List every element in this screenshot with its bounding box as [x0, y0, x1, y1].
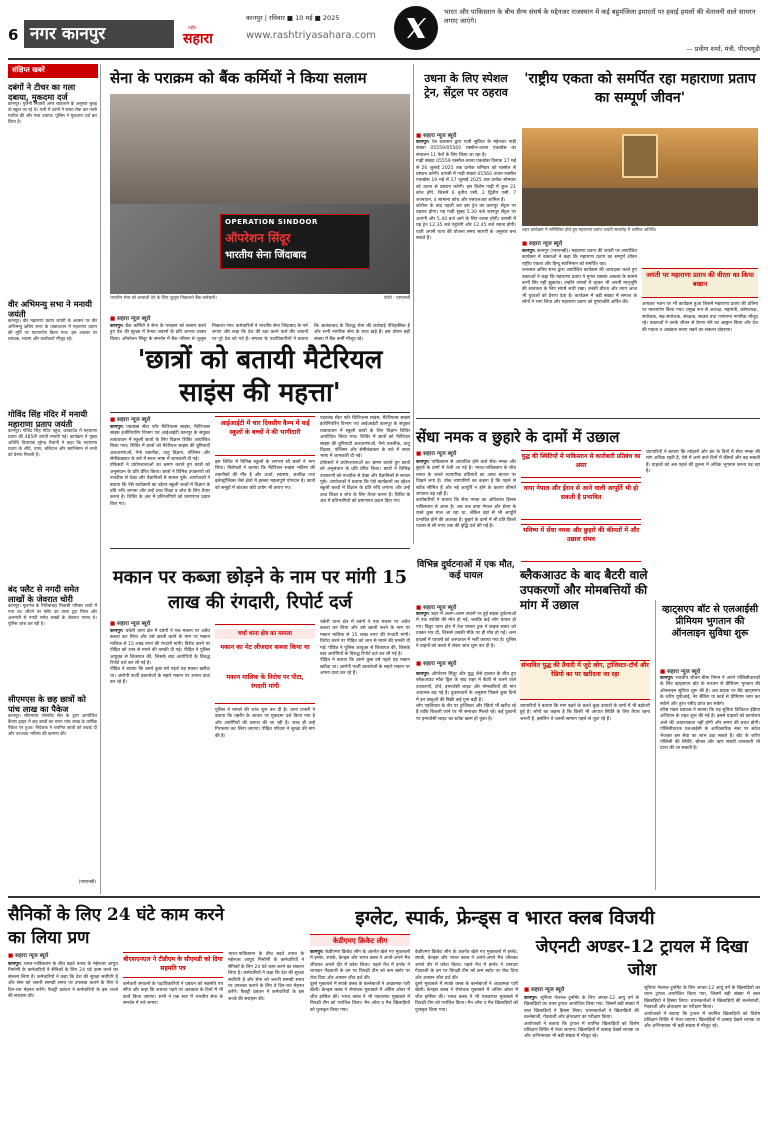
students-headline: 'छात्रों को बतायी मैटेरियल साइंस की महत्ता'	[137, 345, 383, 408]
whatsapp-text-content: भारतीय जीवन बीमा निगम ने अपने पॉलिसीधारकों के लिए व्हाट्सएप बॉट के माध्यम से प्रीमियम भुगतान की ऑनलाइन सुविधा शुरू की है। अब ग्राहक घर बैठे व्हाट्सएप के जरिए यूपीआई, नेट बैंकिंग या कार्ड से प्रीमियम जमा कर सकेंगे और तुरंत रसीद प्राप्त कर सकेंगे। वरिष्ठ मंडल प्रबंधक ने बताया कि यह सुविधा डिजिटल इंडिया अभियान के तहत शुरू की गई है। इससे ग्राहकों को कार्यालय आने की आवश्यकता नहीं होगी और समय की बचत होगी। पॉलिसीधारक एलआईसी के आधिकारिक नंबर पर संदेश भेजकर इस सेवा का लाभ उठा सकते हैं। बॉट के जरिए पॉलिसी की स्थिति, बोनस और ऋण संबंधी जानकारी भी प्राप्त की जा सकती है।	[660, 676, 760, 752]
pratap-text	[522, 249, 637, 399]
dateline-city: कानपुर।	[660, 676, 674, 681]
dateline-city: कानपुर।	[522, 249, 536, 254]
blackout-text-2: व्यापारियों ने बताया कि मांग बढ़ने के चलते कुछ उत्पादों के दामों में भी बढ़ोतरी हुई है। लोगों का कहना है कि किसी भी आपात स्थिति के लिए तैयार रहना जरूरी है, इसलिए वे जरूरी सामान पहले से जुटा रहे हैं।	[520, 704, 652, 722]
brief-text: कानपुर। वीर महाराणा प्रताप जयंती के अवसर पर वीर अभिमन्यु क्षत्रिय सभा के तत्वावधान में महाराणा प्रताप की मूर्ति पर माल्यार्पण किया गया। इस अवसर पर प्रबंधक, सदस्य और कार्यकर्ता मौजूद रहे।	[8, 319, 99, 343]
makan-text-2: पुलिस ने मामले की जांच शुरू कर दी है। थाना प्रभारी ने बताया कि तहरीर के आधार पर मुकदमा दर्ज किया गया है और आरोपियों की तलाश की जा रही है। जल्द ही उन्हें गिरफ्तार कर लिया जाएगा। पीड़ित परिवार ने सुरक्षा की मांग की है।	[215, 708, 317, 739]
brief-text: कानपुर। मूलगंज के गिरीबाबाद निवासी परिवार शादी में गया था। लौटने पर फ्लैट का ताला टूटा मिला और अलमारी से नगदी समेत लाखों के जेवरात गायब थे। पुलिस जांच कर रही है।	[8, 604, 99, 628]
junior-headline: जेएनटी अण्डर-12 ट्रायल में दिखा जोश	[535, 937, 749, 980]
dateline-city: कानपुर।	[110, 425, 124, 430]
dateline-city: कानपुर।	[416, 140, 430, 145]
byline: ■ सहारा न्यूज ब्यूरो	[416, 132, 516, 140]
blackout-text-content: ऑपरेशन सिंदूर और युद्ध जैसे हालात के बीच हुए ब्लैकआउट मॉक ड्रिल के बाद शहर में बैटरी से चलने वाले उपकरणों, टॉर्च, इमरजेंसी लाइट और मोमबत्तियों की मांग अचानक बढ़ गई है। दुकानदारों के अनुसार पिछले कुछ दिनों में इन वस्तुओं की बिक्री कई गुना बढ़ी है। लोग एहतियात के तौर पर ट्रांजिस्टर और रेडियो भी खरीद रहे हैं ताकि बिजली जाने पर भी समाचार मिलते रहें। कई दुकानों पर इमरजेंसी लाइट का स्टॉक खत्म हो चुका है।	[416, 672, 516, 722]
byline: ■ सहारा न्यूज ब्यूरो	[660, 668, 760, 676]
saindha-pulls	[521, 450, 641, 570]
dateline-city: कानपुर।	[110, 324, 124, 329]
pratap-photo	[522, 128, 758, 226]
students-box	[215, 416, 315, 456]
byline: ■ सहारा न्यूज ब्यूरो	[522, 240, 637, 248]
junior-text-2: जूनियर नेशनल टूर्नामेंट के लिए अण्डर-12 आयु वर्ग के खिलाड़ियों का चयन ट्रायल आयोजित किया गया, जिसमें बड़ी संख्या में बाल खिलाड़ियों ने हिस्सा लिया। चयनकर्ताओं ने खिलाड़ियों की बल्लेबाजी, गेंदबाजी और क्षेत्ररक्षण का परीक्षण किया। आयोजकों ने बताया कि ट्रायल में चयनित खिलाड़ियों को विशेष प्रशिक्षण शिविर में भेजा जाएगा। खिलाड़ियों में उत्साह देखने लायक था और अभिभावक भी बड़ी संख्या में मौजूद रहे।	[644, 986, 760, 1030]
junior-text-content: जूनियर नेशनल टूर्नामेंट के लिए अण्डर-12 आयु वर्ग के खिलाड़ियों का चयन ट्रायल आयोजित किया गया, जिसमें बड़ी संख्या में बाल खिलाड़ियों ने हिस्सा लिया। चयनकर्ताओं ने खिलाड़ियों की बल्लेबाजी, गेंदबाजी और क्षेत्ररक्षण का परीक्षण किया। आयोजकों ने बताया कि ट्रायल में चयनित खिलाड़ियों को विशेष प्रशिक्षण शिविर में भेजा जाएगा। खिलाड़ियों में उत्साह देखने लायक था और अभिभावक भी बड़ी संख्या में मौजूद रहे।	[524, 996, 639, 1040]
dateline: कानपुर | रविवार ■ 10 मई ■ 2025	[246, 14, 340, 22]
brief-item-1	[8, 82, 97, 222]
bottom-rule	[8, 896, 760, 898]
makan-rule	[110, 548, 410, 549]
train-text	[416, 140, 516, 360]
students-box-text: आईआईटी में चार दिवसीय कैम्प में कई स्कूलों के बच्चों ने की भागीदारी	[220, 420, 310, 436]
byline: ■ सहारा न्यूज ब्यूरो	[110, 315, 170, 323]
crowd-shape	[110, 94, 410, 204]
pratap-text-2: आयकर भवन पर भी कार्यक्रम हुआ जिसमें महाराणा प्रताप की प्रतिमा पर माल्यार्पण किया गया। प्रमुख रूप से अध्यक्ष, महामंत्री, कोषाध्यक्ष, संयोजक, सह-संयोजक, संरक्षक, सदस्य तथा गणमान्य नागरिक मौजूद रहे। वक्ताओं ने उनके जीवन से प्रेरणा लेने का आह्वान किया और देश की एकता व अखंडता बनाए रखने का संकल्प दोहराया।	[642, 302, 760, 333]
dateline-city: कानपुर।	[524, 996, 538, 1001]
army-headline: सैनिकों के लिए 24 घंटे काम करने का लिया प्रण	[8, 905, 225, 948]
students-text-2: इस शिविर में विभिन्न स्कूलों के लगभग सौ छात्रों ने भाग लिया। विशेषज्ञों ने बताया कि मैटेरियल साइंस भविष्य की तकनीकों की नींव है और ऊर्जा, स्वास्थ्य, अंतरिक्ष तथा इलेक्ट्रॉनिक्स जैसे क्षेत्रों में इसका महत्वपूर्ण योगदान है। छात्रों को समूहों में बांटकर छोटे प्रयोग भी कराए गए।	[215, 460, 317, 491]
makan-box-2: मकान का मेट लीजदार कब्जा किया था	[220, 644, 310, 651]
train-text-content: रेल प्रशासन द्वारा यात्री सुविधा के मद्देनजर गाड़ी संख्या 05559/05560 रक्सौल-उधना एकस्प्रेस का संचालन 11 फेरों के लिए किया जा रहा है। गाड़ी संख्या 05559 रक्सौल-उधना एकस्प्रेस दिनांक 17 मई से 26 जुलाई 2025 तक प्रत्येक शनिवार को रक्सौल से प्रस्थान करेगी। वापसी में गाड़ी संख्या 05560 उधना-रक्सौल एकस्प्रेस 19 मई से 27 जुलाई 2025 तक प्रत्येक सोमवार को उधना से प्रस्थान करेगी। इस विशेष गाड़ी में कुल 21 कोच होंगे, जिसमें 6 तृतीय एसी, 2 द्वितीय एसी, 7 शयनयान, 4 सामान्य कोच और एसएलआर शामिल हैं। कोरोना के बाद पहली बार इस ट्रेन का कानपुर सेंट्रल पर ठहराव होगा। यह गाड़ी सुबह 5.30 बजे कानपुर सेंट्रल पर आएगी और 5.40 बजे आगे के लिए रवाना होगी। वापसी में यह ट्रेन 12.35 बजे पहुंचेगी और 12.45 बजे रवाना होगी। यात्री अपनी यात्रा की योजना समय सारणी के अनुसार बना सकते हैं।	[416, 140, 516, 242]
students-text-content: एडवांस्ड सेंटर फॉर मैटेरियल्स साइंस, मैटेरियल्स साइंस इंजीनियरिंग विभाग एवं आईआईटी कानपुर के संयुक्त तत्वावधान में स्कूली छात्रों के लिए विज्ञान शिविर आयोजित किया गया। शिविर में छात्रों को मैटेरियल साइंस की बुनियादी अवधारणाओं, नैनो तकनीक, धातु विज्ञान, पॉलिमर और सेमीकंडक्टर के बारे में सरल भाषा में जानकारी दी गई। प्रोफेसरों ने प्रयोगशालाओं का भ्रमण कराते हुए छात्रों को अनुसंधान के प्रति प्रेरित किया। छात्रों ने विभिन्न उपकरणों को नजदीक से देखा और वैज्ञानिकों से सवाल पूछे। आयोजकों ने बताया कि ऐसे कार्यक्रमों का उद्देश्य स्कूली बच्चों में विज्ञान के प्रति रुचि जगाना और उन्हें उच्च शिक्षा व शोध के लिए तैयार करना है। शिविर के अंत में प्रतिभागियों को प्रमाणपत्र प्रदान किए गए।	[110, 425, 211, 507]
army-box: बीएसएनएल ने टीडीएम के सीएमडी को दिया सहमति पत्र	[123, 952, 223, 978]
lead-photo-credit: फोटो : एसएनबी	[383, 296, 410, 301]
saindha-headline: सेंधा नमक व छुहारे के दामों में उछाल	[416, 428, 620, 446]
cricket-kdma-box	[310, 934, 410, 946]
banner-sub: भारतीय सेना जिंदाबाद	[225, 250, 307, 261]
dateline-city: कानपुर।	[416, 612, 430, 617]
brief-text: कानपुर। गुजैनी निवासी अमर चावलाने के अनुसार सुबह वो स्कूल जा रहे थे। गली में दबंगों ने रास्ता रोक कर गाली गलौज की और गला दबाया। पुलिस ने मुकदमा दर्ज कर लिया है।	[8, 102, 99, 126]
cricket-text-content: केडीएमए क्रिकेट लीग के अंतर्गत खेले गए मुकाबलों में इग्लेट, स्पार्क, फ्रेन्ड्स और भारत क्लब ने अपने-अपने मैच जीतकर अगले दौर में प्रवेश किया। पहले मैच में इग्लेट ने शानदार गेंदबाजी के दम पर विपक्षी टीम को कम स्कोर पर रोक दिया और आसान जीत दर्ज की। दूसरे मुकाबले में स्पार्क क्लब के बल्लेबाजों ने आक्रामक पारी खेली। फ्रेन्ड्स क्लब ने रोमांचक मुकाबले में अंतिम ओवर में जीत हासिल की। भारत क्लब ने भी एकतरफा मुकाबले में विपक्षी टीम को पराजित किया। मैन ऑफ द मैच खिलाड़ियों को पुरस्कृत किया गया।	[310, 950, 410, 1013]
x-logo-icon	[394, 6, 438, 50]
students-body	[110, 416, 410, 544]
banner-main: ऑपरेशन सिंदूर	[225, 231, 291, 245]
byline: ■ सहारा न्यूज ब्यूरो	[110, 416, 200, 424]
byline: ■ सहारा न्यूज ब्यूरो	[110, 620, 200, 628]
makan-box-3: मकान मालिक के विरोध पर पीटा, रंगदारी मांगी	[226, 674, 304, 690]
byline: ■ सहारा न्यूज ब्यूरो	[416, 604, 516, 612]
byline: ■ सहारा न्यूज ब्यूरो	[416, 660, 516, 668]
lead-photo	[110, 94, 410, 294]
brief-item-4	[8, 584, 97, 694]
pratap-pull-text: जयंती पर महाराणा प्रताप की वीरता का किया बखान	[646, 271, 754, 288]
pratap-pull	[642, 268, 758, 298]
junior-body	[524, 986, 760, 1124]
col-divider	[413, 64, 414, 544]
site-url: www.rashtriyasahara.com	[246, 30, 377, 41]
city-title-box	[24, 20, 174, 48]
brief-text: कानपुर। सीएमएस प्लेसमेंट सेल के द्वारा आयोजित कैंपस ड्राइव में छह छात्रों का चयन पांच लाख के वार्षिक पैकेज पर हुआ। निदेशक ने चयनित छात्रों को बधाई दी और उज्ज्वल भविष्य की कामना की।	[8, 714, 99, 738]
cricket-kdma: केडीएमए क्रिकेट लीग	[332, 937, 388, 945]
masthead-rule	[8, 58, 760, 60]
dateline-city: कानपुर।	[310, 950, 324, 955]
col-divider-2	[655, 600, 656, 890]
makan-box-1: चर्चा थाना क्षेत्र का मामला	[215, 629, 315, 639]
drone-headline: विभिन्न दुर्घटनाओं में एक मौत, कई घायल	[416, 560, 516, 581]
saindha-byline	[416, 450, 516, 460]
lead-caption: भारतीय सेना को शाबाशी देने के लिए जुलूस निकालते बैंक कर्मचारी।	[110, 296, 217, 301]
page-number: 6	[8, 26, 19, 44]
saindha-pull-1: युद्ध की स्थितियों में पाकिस्तान से कारोबारी प्रतिबंध का असर	[521, 450, 641, 478]
blackout-body	[416, 672, 652, 890]
makan-text-3: चकेरी थाना क्षेत्र में दबंगों ने एक मकान पर अवैध कब्जा कर लिया और उसे खाली करने के नाम पर मकान मालिक से 15 लाख रुपए की रंगदारी मांगी। विरोध करने पर पीड़ित को जान से मारने की धमकी दी गई। पीड़ित ने पुलिस आयुक्त से शिकायत की, जिसके बाद आरोपियों के विरुद्ध रिपोर्ट दर्ज कर ली गई है। पीड़ित ने बताया कि उसने कुछ वर्ष पहले यह मकान खरीदा था। आरोपी फर्जी दस्तावेजों के सहारे मकान पर अपना दावा कर रहे हैं।	[320, 620, 410, 677]
x-quote: भारत और पाकिस्तान के बीच सैन्य संघर्ष के मद्देनजर राजस्थान में कई बहुमंजिला इमारतों पर हवाई हमलों की चेतावनी वाले सायरन लगाए जाएंगे।	[444, 8, 756, 25]
brief-author-tag: (एसएनबी)	[78, 880, 96, 885]
cricket-text-2: केडीएमए क्रिकेट लीग के अंतर्गत खेले गए मुकाबलों में इग्लेट, स्पार्क, फ्रेन्ड्स और भारत क्लब ने अपने-अपने मैच जीतकर अगले दौर में प्रवेश किया। पहले मैच में इग्लेट ने शानदार गेंदबाजी के दम पर विपक्षी टीम को कम स्कोर पर रोक दिया और आसान जीत दर्ज की। दूसरे मुकाबले में स्पार्क क्लब के बल्लेबाजों ने आक्रामक पारी खेली। फ्रेन्ड्स क्लब ने रोमांचक मुकाबले में अंतिम ओवर में जीत हासिल की। भारत क्लब ने भी एकतरफा मुकाबले में विपक्षी टीम को पराजित किया। मैन ऑफ द मैच खिलाड़ियों को पुरस्कृत किया गया।	[415, 950, 518, 1013]
drone-body	[416, 604, 516, 656]
makan-body	[110, 620, 410, 830]
cricket-body	[310, 950, 518, 1124]
city-title: नगर कानपुर	[30, 24, 106, 44]
brief-item-3	[8, 409, 97, 569]
army-text-content: भारत-पाकिस्तान के बीच बढ़ते तनाव के मद्देनजर आयुध निर्माणी के कर्मचारियों ने सैनिकों के लिए 24 घंटे काम करने का संकल्प लिया है। कर्मचारियों ने कहा कि देश की सुरक्षा सर्वोपरि है और सेना को जरूरी सामग्री समय पर उपलब्ध कराने के लिए वे दिन-रात मेहनत करेंगे। फैक्ट्री प्रबंधन ने कर्मचारियों के इस जज्बे की सराहना की।	[8, 962, 120, 1000]
drone-text-content: शहर में अलग-अलग स्थानों पर हुई सड़क दुर्घटनाओं में एक व्यक्ति की मौत हो गई, जबकि कई लोग घायल हो गए। बिठूर थाना क्षेत्र में तेज रफ्तार ट्रक ने बाइक सवार को टक्कर मार दी, जिससे उसकी मौके पर ही मौत हो गई। अन्य हादसों में घायलों को अस्पताल में भर्ती कराया गया है। पुलिस ने वाहनों को कब्जे में लेकर जांच शुरू कर दी है।	[416, 612, 518, 650]
saindha-rule	[416, 418, 760, 419]
brief-item-5	[8, 694, 97, 884]
byline: ■ सहारा न्यूज ब्यूरो	[416, 450, 516, 458]
stage-shape	[522, 188, 758, 226]
army-body	[8, 952, 304, 1124]
makan-box	[215, 624, 315, 704]
cricket-headline: इग्लेट, स्पार्क, फ्रेन्ड्स व भारत क्लब विजयी	[355, 907, 655, 929]
brief-title: दबंगों ने टीचर का गला दबाया, मुकदमा दर्ज	[8, 82, 76, 102]
students-text-3: एडवांस्ड सेंटर फॉर मैटेरियल्स साइंस, मैटेरियल्स साइंस इंजीनियरिंग विभाग एवं आईआईटी कानपुर के संयुक्त तत्वावधान में स्कूली छात्रों के लिए विज्ञान शिविर आयोजित किया गया। शिविर में छात्रों को मैटेरियल साइंस की बुनियादी अवधारणाओं, नैनो तकनीक, धातु विज्ञान, पॉलिमर और सेमीकंडक्टर के बारे में सरल भाषा में जानकारी दी गई। प्रोफेसरों ने प्रयोगशालाओं का भ्रमण कराते हुए छात्रों को अनुसंधान के प्रति प्रेरित किया। छात्रों ने विभिन्न उपकरणों को नजदीक से देखा और वैज्ञानिकों से सवाल पूछे। आयोजकों ने बताया कि ऐसे कार्यक्रमों का उद्देश्य स्कूली बच्चों में विज्ञान के प्रति रुचि जगाना और उन्हें उच्च शिक्षा व शोध के लिए तैयार करना है। शिविर के अंत में प्रतिभागियों को प्रमाणपत्र प्रदान किए गए।	[320, 416, 410, 505]
students-text	[110, 425, 210, 543]
brief-item-2	[8, 299, 97, 409]
cricket-text	[310, 950, 410, 1124]
blackout-byline-box	[416, 660, 516, 670]
blackout-headline: ब्लैकआउट के बाद बैटरी वाले उपकरणों और मोमबत्तियों की मांग में उछाल	[520, 568, 648, 612]
brief-column	[8, 64, 101, 894]
blackout-text	[416, 672, 516, 890]
dateline-city: कानपुर।	[8, 962, 22, 967]
pratap-headline: 'राष्ट्रीय एकता को समर्पित रहा महाराणा प्रताप का सम्पूर्ण जीवन'	[524, 71, 756, 106]
makan-text-content: चकेरी थाना क्षेत्र में दबंगों ने एक मकान पर अवैध कब्जा कर लिया और उसे खाली करने के नाम पर मकान मालिक से 15 लाख रुपए की रंगदारी मांगी। विरोध करने पर पीड़ित को जान से मारने की धमकी दी गई। पीड़ित ने पुलिस आयुक्त से शिकायत की, जिसके बाद आरोपियों के विरुद्ध रिपोर्ट दर्ज कर ली गई है। पीड़ित ने बताया कि उसने कुछ वर्ष पहले यह मकान खरीदा था। आरोपी फर्जी दस्तावेजों के सहारे मकान पर अपना दावा कर रहे हैं।	[110, 629, 210, 686]
whatsapp-text	[660, 676, 760, 888]
dateline-city: कानपुर।	[416, 672, 430, 677]
pratap-caption: शहर कार्यक्रम में सम्मिलित होते हुए महाराणा प्रताप जयंती समारोह में शामिल अतिथि।	[522, 228, 657, 233]
brief-header	[8, 64, 98, 78]
army-text	[8, 962, 118, 1124]
dateline-city: कानपुर।	[110, 629, 124, 634]
makan-headline: मकान पर कब्जा छोड़ने के नाम पर मांगी 15 लाख की रंगदारी, रिपोर्ट दर्ज	[112, 567, 408, 613]
brief-header-label: संक्षिप्त खबरें	[12, 66, 45, 74]
army-text-3: भारत-पाकिस्तान के बीच बढ़ते तनाव के मद्देनजर आयुध निर्माणी के कर्मचारियों ने सैनिकों के लिए 24 घंटे काम करने का संकल्प लिया है। कर्मचारियों ने कहा कि देश की सुरक्षा सर्वोपरि है और सेना को जरूरी सामग्री समय पर उपलब्ध कराने के लिए वे दिन-रात मेहनत करेंगे। फैक्ट्री प्रबंधन ने कर्मचारियों के इस जज्बे की सराहना की।	[228, 952, 306, 1002]
whatsapp-body	[660, 668, 760, 890]
lead-text-content: बैंक कर्मियों ने सेना के पराक्रम को सलाम करते हुए देश की सुरक्षा में तैनात जवानों के प्रति आभार व्यक्त किया। ऑपरेशन सिंदूर के समर्थन में बैंक परिसर से जुलूस निकाला गया। कर्मचारियों ने भारतीय सेना जिंदाबाद के नारे लगाए और कहा कि देश की रक्षा करने वाले वीर जवानों पर पूरे देश को गर्व है। संगठन के पदाधिकारियों ने बताया कि आतंकवाद के विरुद्ध सेना की कार्रवाई ऐतिहासिक है और सभी नागरिक सेना के साथ खड़े हैं। इस दौरान बड़ी संख्या में बैंक कर्मी मौजूद रहे।	[110, 324, 412, 342]
brief-title: गोविंद सिंह मंदिर में मनायी महाराणा प्रताप जयंती	[8, 409, 88, 429]
makan-text	[110, 629, 210, 829]
brief-text: कानपुर। गोविंद सिंह मंदिर पहुंच, काकादेव में महाराणा प्रताप की 485वीं जयंती मनायी गई। कार्यक्रम में मुख्य अतिथि विधायक सुरेन्द्र मैथानी ने कहा कि महाराणा प्रताप के शौर्य, त्याग, बलिदान और स्वाभिमान से सभी को प्रेरणा मिलती है।	[8, 429, 99, 459]
banner-logo: OPERATION SINDOOR	[225, 218, 318, 226]
x-quote-author: — प्रवीण शर्मा, मंत्री, पीएचयूडी	[686, 45, 760, 53]
train-headline: उधना के लिए स्पेशल ट्रेन, सेंट्रल पर ठहराव	[424, 72, 508, 99]
junior-text	[524, 996, 639, 1124]
paper-prefix: राष्ट्रीय	[188, 25, 197, 30]
lead-body	[110, 305, 410, 343]
brief-title: सीएमएस के छह छात्रों को पांच लाख का पैकेज	[8, 694, 86, 714]
byline: ■ सहारा न्यूज ब्यूरो	[8, 952, 118, 960]
lead-headline: सेना के पराक्रम को बैंक कर्मियों ने किया सलाम	[110, 69, 367, 87]
saindha-pull-3: भविष्य में सेंधा नमक और छुहारे की कीमतों में और उछाल संभव	[521, 524, 641, 562]
saindha-text-content: पाकिस्तान से आयातित होने वाले सेंधा नमक और छुहारे के दामों में तेजी आ गई है। भारत-पाकिस्तान के बीच तनाव के चलते व्यापारिक प्रतिबंधों का असर बाजार पर दिखने लगा है। थोक व्यापारियों का कहना है कि पहले से स्टॉक सीमित है और नई आपूर्ति न होने के कारण कीमतें लगातार बढ़ रही हैं। कारोबारियों ने बताया कि सेंधा नमक का अधिकांश हिस्सा पाकिस्तान से आता है। अब तक वाया नेपाल और ईरान के रास्ते कुछ माल आ रहा था, लेकिन वहां से भी आपूर्ति प्रभावित होने की आशंका है। छुहारे के दामों में भी प्रति किलो पचास से सौ रुपए तक की वृद्धि दर्ज की गई है।	[416, 460, 516, 530]
byline: ■ सहारा न्यूज ब्यूरो	[524, 986, 639, 994]
army-text-2: कर्मचारी संगठनों के पदाधिकारियों ने प्रबंधन को सहमति पत्र सौंपा और कहा कि जरूरत पड़ने पर अवकाश के दिनों में भी कार्य किया जाएगा। सभी ने एक स्वर में भारतीय सेना के समर्थन में नारे लगाए।	[123, 982, 225, 1007]
portrait-shape	[622, 134, 658, 178]
dateline-city: कानपुर।	[416, 460, 430, 465]
paper-name: सहारा	[183, 31, 213, 47]
whatsapp-headline: व्हाट्सएप बॉट से एलआईसी प्रीमियम भुगतान की ऑनलाइन सुविधा शुरू	[661, 604, 759, 639]
operation-banner	[220, 214, 370, 269]
brief-title: बंद फ्लैट से नगदी समेत लाखों के जेवरात चोरी	[8, 584, 79, 604]
pratap-text-content: कानपुर (एसएनबी)। महाराणा प्रताप की जयंती पर आयोजित कार्यक्रम में वक्ताओं ने कहा कि महाराणा प्रताप का सम्पूर्ण जीवन राष्ट्रीय एकता और हिन्दू स्वाभिमान को समर्पित रहा। रत्नलाल क्षत्रिय सभा द्वारा आयोजित कार्यक्रम की अध्यक्षता करते हुए वक्ताओं ने कहा कि महाराणा प्रताप ने मुगल शासक अकबर के सामने कभी सिर नहीं झुकाया। उन्होंने जंगलों में रहकर भी अपनी मातृभूमि की स्वतंत्रता के लिए संघर्ष जारी रखा। उनकी वीरता और त्याग आज भी युवाओं को प्रेरणा देता है। कार्यक्रम में बड़ी संख्या में समाज के लोगों ने भाग लिया और महाराणा प्रताप को पुष्पांजलि अर्पित की।	[522, 249, 637, 306]
saindha-pull-2: वाया नेपाल और ईरान से आने वाली आपूर्ति भी हो सकती है प्रभावित	[521, 482, 641, 520]
masthead	[8, 6, 760, 56]
drone-text	[416, 612, 516, 654]
students-rule	[110, 412, 410, 413]
brief-title: वीर अभिमन्यु सभा ने मनायी जयंती	[8, 299, 92, 319]
train-body	[416, 132, 516, 362]
saindha-text-2: व्यापारियों ने बताया कि त्योहारों और व्रत के दिनों में सेंधा नमक की मांग अधिक रहती है, ऐसे में आने वाले दिनों में कीमतें और बढ़ सकती हैं। ग्राहकों को अब पहले की तुलना में अधिक भुगतान करना पड़ रहा है।	[646, 450, 762, 475]
blackout-pull-text: संभावित युद्ध की तैयारी में जुटे लोग, ट्रांजिस्टर-टॉर्च और रेडियो का पर खरीदना जा रहा	[520, 660, 650, 700]
